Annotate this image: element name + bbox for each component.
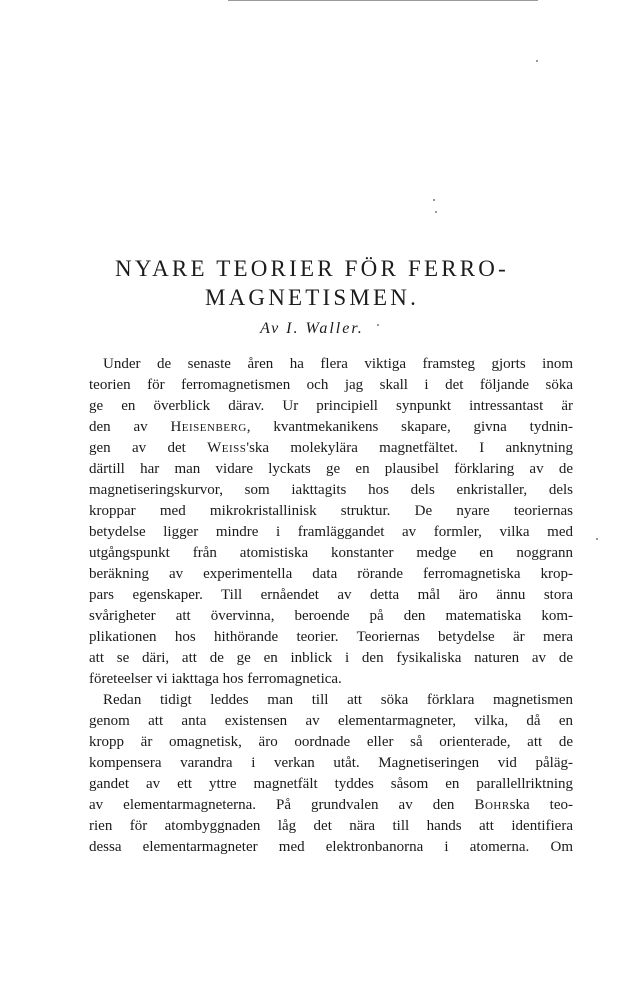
text-line: ge en överblick därav. Ur principiell synpunkt intressantast är [89, 398, 573, 414]
text-line [89, 417, 573, 438]
name-bohr: Bohr [474, 797, 510, 813]
text-line: att se däri, att de ge en inblick i den fysikaliska naturen av de [89, 650, 573, 666]
print-speck [435, 211, 437, 213]
article-title-line-2: MAGNETISMEN. [204, 285, 420, 310]
name-weiss: Weiss [207, 440, 247, 456]
print-speck [433, 199, 435, 201]
top-edge-rule [228, 0, 538, 1]
text-line [89, 795, 573, 816]
text-fragment: av elementarmagneterna. På grundvalen av den [89, 797, 455, 813]
name-heisenberg: Heisenberg [170, 419, 247, 435]
text-line: betydelse ligger mindre i framläggandet av formler, vilka med [89, 524, 573, 540]
text-line: kompensera varandra i verkan utåt. Magnetiseringen vid påläg- [89, 755, 573, 771]
text-line: kroppar med mikrokristallinisk struktur. De nyare teoriernas [89, 503, 573, 519]
text-fragment: , kvantmekanikens skapare, givna tydnin- [246, 419, 573, 435]
byline-author: I. Waller. [286, 320, 364, 337]
text-fragment: gen av det [89, 440, 208, 456]
byline-prefix: Av [260, 320, 281, 337]
byline [0, 320, 624, 338]
text-line: beräkning av experimentella data rörande ferromagnetiska krop- [89, 566, 573, 582]
text-line: pars egenskaper. Till ernåendet av detta mål äro ännu stora [89, 587, 573, 603]
text-fragment: ska teo- [509, 797, 574, 813]
text-line: teorien för ferromagnetismen och jag skall i det följande söka [89, 377, 573, 393]
text-line: rien för atombyggnaden låg det nära till hands att identifiera [89, 818, 573, 834]
text-line: Under de senaste åren ha flera viktiga framsteg gjorts inom [103, 356, 573, 372]
text-fragment: den av [89, 419, 171, 435]
text-fragment: 'ska molekylära magnetfältet. I anknytning [246, 440, 574, 456]
text-line: gandet av ett yttre magnetfält tyddes såsom en parallellriktning [89, 776, 573, 792]
text-line: kropp är omagnetisk, äro oordnade eller så orienterade, att de [89, 734, 573, 750]
text-line [89, 438, 573, 459]
text-line: företeelser vi iakttaga hos ferromagnetica. [89, 671, 342, 687]
article-body [89, 354, 573, 858]
print-speck [596, 538, 598, 540]
print-speck [536, 60, 538, 62]
text-line: utgångspunkt från atomistiska konstanter medge en noggrann [89, 545, 573, 561]
text-line: dessa elementarmagneter med elektronbanorna i atomerna. Om [89, 839, 573, 855]
text-line: därtill har man vidare lyckats ge en plausibel förklaring av de [89, 461, 573, 477]
text-line: genom att anta existensen av elementarmagneter, vilka, då en [89, 713, 573, 729]
text-line: Redan tidigt leddes man till att söka förklara magnetismen [103, 692, 573, 708]
article-title-line-1: NYARE TEORIER FÖR FERRO- [115, 256, 509, 281]
text-line: svårigheter att övervinna, beroende på den matematiska kom- [89, 608, 573, 624]
text-line: magnetiseringskurvor, som iakttagits hos dels enkristaller, dels [89, 482, 573, 498]
text-line: plikationen hos hithörande teorier. Teoriernas betydelse är mera [89, 629, 573, 645]
